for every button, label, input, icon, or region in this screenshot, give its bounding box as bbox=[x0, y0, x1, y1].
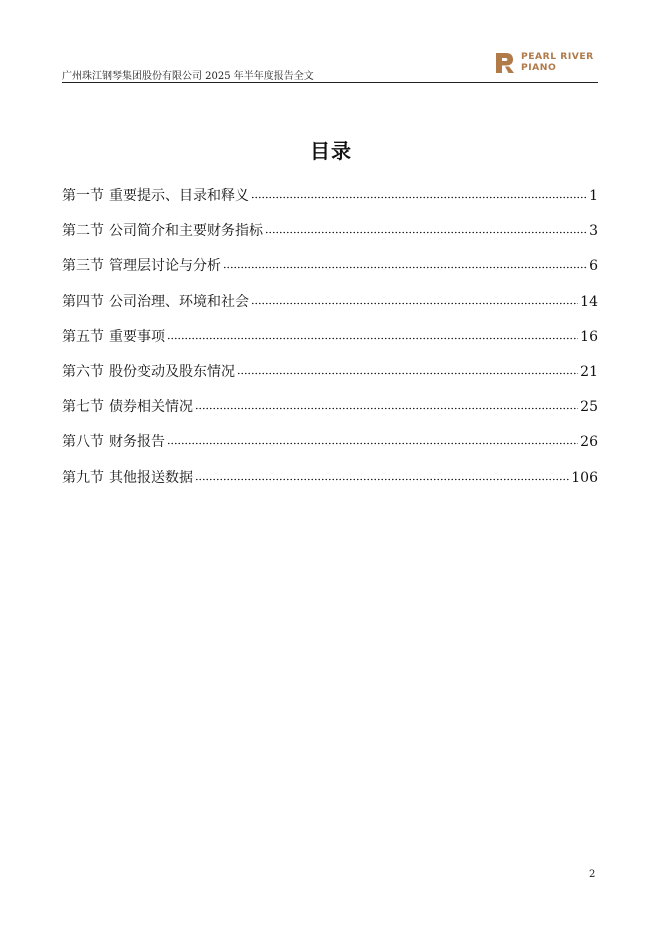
toc-entry-label bbox=[62, 185, 249, 205]
toc-section-title: 管理层讨论与分析 bbox=[109, 258, 221, 275]
toc-section-title: 重要事项 bbox=[109, 328, 165, 345]
toc-leader-dots bbox=[251, 184, 587, 200]
toc-section-title: 财务报告 bbox=[109, 434, 165, 451]
toc-section-number: 第九节 bbox=[62, 469, 104, 486]
toc-entry-label bbox=[62, 431, 165, 451]
toc-page-number: 3 bbox=[589, 223, 598, 240]
toc-section-number: 第二节 bbox=[62, 223, 104, 240]
toc-entry[interactable] bbox=[62, 466, 598, 501]
toc-section-title: 股份变动及股东情况 bbox=[109, 363, 235, 380]
toc-section-title: 重要提示、目录和释义 bbox=[109, 188, 249, 204]
toc-entry[interactable] bbox=[62, 290, 598, 325]
toc-entry[interactable] bbox=[62, 360, 598, 395]
toc-title: 目录 bbox=[310, 139, 352, 163]
toc-section-number: 第一节 bbox=[62, 188, 104, 204]
logo-line-1: PEARL RIVER bbox=[521, 51, 594, 62]
header-divider bbox=[62, 82, 598, 83]
toc-entry[interactable] bbox=[62, 219, 598, 254]
toc-section-number: 第四节 bbox=[62, 293, 104, 310]
company-logo bbox=[494, 51, 598, 75]
toc-section-title: 债券相关情况 bbox=[109, 399, 193, 416]
toc-leader-dots bbox=[251, 290, 578, 306]
toc-page-number: 106 bbox=[571, 469, 598, 486]
logo-wordmark bbox=[521, 52, 594, 73]
toc-section-number: 第八节 bbox=[62, 434, 104, 451]
toc-entry-label bbox=[62, 291, 249, 311]
toc-entry-label bbox=[62, 396, 193, 416]
toc-page-number: 25 bbox=[580, 399, 598, 416]
toc-entry-label bbox=[62, 361, 235, 381]
toc-entry-label bbox=[62, 255, 221, 275]
toc-section-title: 其他报送数据 bbox=[109, 469, 193, 486]
toc-leader-dots bbox=[223, 254, 587, 270]
toc-section-number: 第六节 bbox=[62, 363, 104, 380]
toc-leader-dots bbox=[265, 219, 587, 235]
toc-page-number: 16 bbox=[580, 328, 598, 345]
toc-section-number: 第七节 bbox=[62, 399, 104, 416]
toc-entry[interactable] bbox=[62, 184, 598, 219]
toc-leader-dots bbox=[195, 395, 578, 411]
toc-page-number: 14 bbox=[580, 293, 598, 310]
toc-leader-dots bbox=[237, 360, 578, 376]
toc-entry[interactable] bbox=[62, 254, 598, 289]
pearl-river-logo-icon bbox=[494, 51, 516, 75]
toc-entry[interactable] bbox=[62, 430, 598, 465]
toc-entry-label bbox=[62, 326, 165, 346]
toc-entry[interactable] bbox=[62, 325, 598, 360]
toc-section-title: 公司简介和主要财务指标 bbox=[109, 223, 263, 240]
toc-leader-dots bbox=[195, 466, 569, 482]
logo-line-2: PIANO bbox=[521, 61, 557, 73]
toc-entry-label bbox=[62, 467, 193, 487]
toc-leader-dots bbox=[167, 430, 578, 446]
toc-section-number: 第三节 bbox=[62, 258, 104, 275]
toc-page-number: 26 bbox=[580, 434, 598, 451]
header-title: 广州珠江钢琴集团股份有限公司 2025 年半年度报告全文 bbox=[62, 71, 314, 82]
page-number: 2 bbox=[589, 869, 596, 880]
toc-section-title: 公司治理、环境和社会 bbox=[109, 293, 249, 310]
toc-page-number: 1 bbox=[589, 188, 598, 204]
toc-leader-dots bbox=[167, 325, 578, 341]
toc-page-number: 21 bbox=[580, 363, 598, 380]
toc-entry-label bbox=[62, 220, 263, 240]
toc-section-number: 第五节 bbox=[62, 328, 104, 345]
toc-page-number: 6 bbox=[589, 258, 598, 275]
toc-entry[interactable] bbox=[62, 395, 598, 430]
table-of-contents bbox=[62, 184, 598, 501]
